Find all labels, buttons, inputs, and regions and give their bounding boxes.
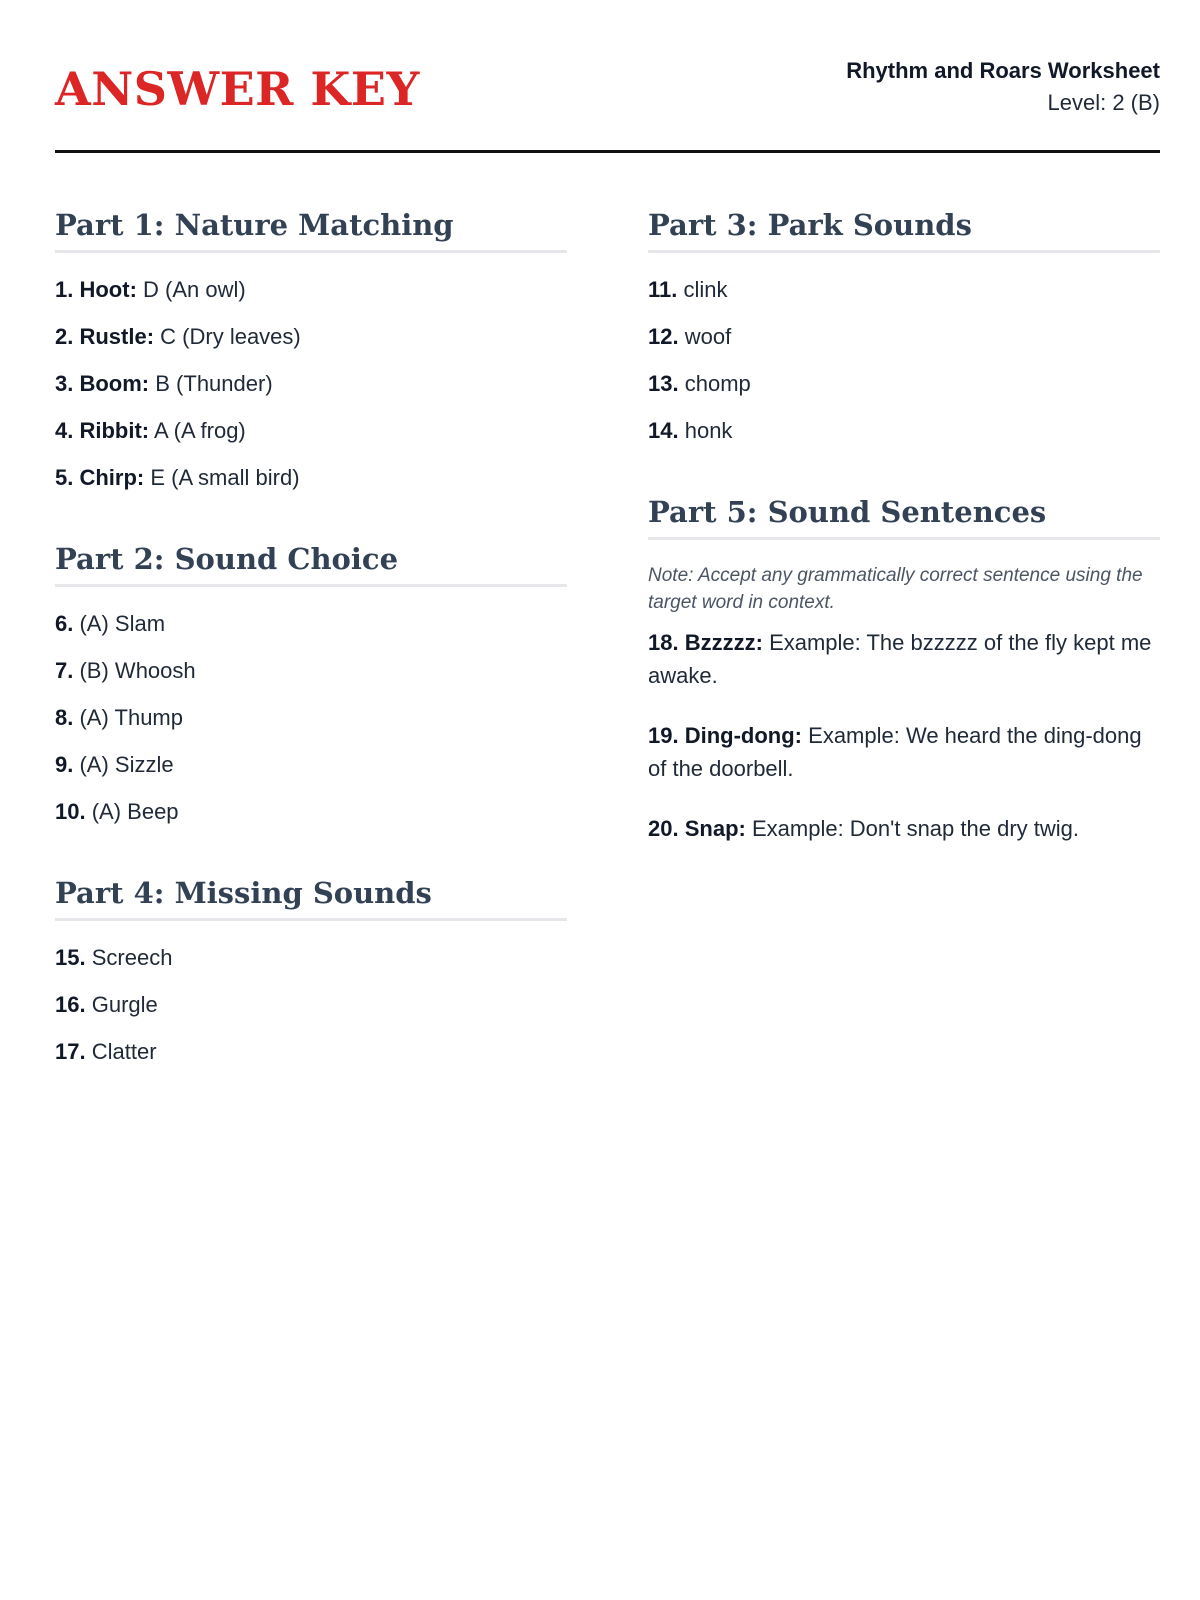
answer-number: 16. <box>55 992 86 1017</box>
answer-number: 20. <box>648 816 679 841</box>
answer-word: Hoot: <box>79 277 137 302</box>
part1-answers <box>55 275 567 493</box>
answer-item <box>55 609 567 639</box>
answer-text: chomp <box>684 371 751 396</box>
answer-word: Bzzzzz: <box>684 630 763 655</box>
part1-title: Part 1: Nature Matching <box>55 206 567 253</box>
part5-section <box>648 493 1160 845</box>
part3-answers <box>648 275 1160 446</box>
answer-number: 12. <box>648 324 679 349</box>
answer-number: 9. <box>55 752 74 777</box>
answer-number: 6. <box>55 611 74 636</box>
answer-word: Rustle: <box>79 324 155 349</box>
answer-word: Chirp: <box>79 465 145 490</box>
answer-item <box>648 275 1160 305</box>
page-header <box>55 0 1160 153</box>
answer-number: 10. <box>55 799 86 824</box>
part5-answers <box>648 626 1160 845</box>
worksheet-title: Rhythm and Roars Worksheet <box>846 58 1160 83</box>
answer-item <box>55 369 567 399</box>
answer-text: (A) Thump <box>79 705 183 730</box>
answer-item <box>55 656 567 686</box>
sentence-item <box>648 719 1160 785</box>
answer-text: woof <box>684 324 732 349</box>
part4-title: Part 4: Missing Sounds <box>55 874 567 921</box>
part5-title: Part 5: Sound Sentences <box>648 493 1160 540</box>
part1-section <box>55 206 567 493</box>
part2-answers <box>55 609 567 827</box>
answer-number: 11. <box>648 277 678 302</box>
answer-number: 1. <box>55 277 74 302</box>
answer-text: D (An owl) <box>143 277 246 302</box>
answer-text: Gurgle <box>91 992 158 1017</box>
answer-item <box>55 797 567 827</box>
answer-item <box>648 322 1160 352</box>
answer-text: Example: Don't snap the dry twig. <box>751 816 1079 841</box>
sentence-item <box>648 626 1160 692</box>
answer-item <box>55 322 567 352</box>
answer-number: 4. <box>55 418 74 443</box>
answer-text: clink <box>683 277 728 302</box>
part2-section <box>55 540 567 827</box>
answer-text: Example: We heard the ding-dong of the doorbell. <box>648 723 1142 781</box>
answer-word: Boom: <box>79 371 150 396</box>
part4-answers <box>55 943 567 1067</box>
answer-item <box>648 369 1160 399</box>
part4-section <box>55 874 567 1067</box>
answer-text: E (A small bird) <box>150 465 300 490</box>
part3-title: Part 3: Park Sounds <box>648 206 1160 253</box>
answer-text: (A) Slam <box>79 611 166 636</box>
answer-number: 5. <box>55 465 74 490</box>
answer-item <box>55 275 567 305</box>
answer-word: Ding-dong: <box>684 723 803 748</box>
left-column <box>55 206 567 1114</box>
answer-text: Screech <box>91 945 173 970</box>
part3-section <box>648 206 1160 446</box>
answer-text: A (A frog) <box>154 418 246 443</box>
answer-number: 3. <box>55 371 74 396</box>
answer-text: B (Thunder) <box>155 371 273 396</box>
worksheet-level: Level: 2 (B) <box>1047 90 1160 115</box>
answer-item <box>55 463 567 493</box>
part2-title: Part 2: Sound Choice <box>55 540 567 587</box>
answer-word: Snap: <box>684 816 746 841</box>
answer-item <box>55 943 567 973</box>
worksheet-meta <box>846 56 1160 120</box>
right-column <box>648 206 1160 892</box>
answer-item <box>648 416 1160 446</box>
answer-number: 18. <box>648 630 679 655</box>
answer-number: 17. <box>55 1039 86 1064</box>
answer-number: 15. <box>55 945 86 970</box>
answer-text: (A) Sizzle <box>79 752 174 777</box>
answer-number: 14. <box>648 418 679 443</box>
answer-item <box>55 703 567 733</box>
answer-item <box>55 416 567 446</box>
grading-note: Note: Accept any grammatically correct sentence using the target word in context. <box>648 565 1143 613</box>
answer-word: Ribbit: <box>79 418 150 443</box>
answer-text: honk <box>684 418 733 443</box>
answer-item <box>55 990 567 1020</box>
sentence-item <box>648 812 1160 845</box>
answer-text: C (Dry leaves) <box>160 324 301 349</box>
answer-text: Clatter <box>91 1039 157 1064</box>
answer-item <box>55 1037 567 1067</box>
answer-text: (B) Whoosh <box>79 658 196 683</box>
page-title: ANSWER KEY <box>55 62 420 116</box>
answer-number: 13. <box>648 371 679 396</box>
answer-text: (A) Beep <box>91 799 179 824</box>
answer-number: 2. <box>55 324 74 349</box>
answer-key-page <box>55 0 1160 1064</box>
answer-text: Example: The bzzzzz of the fly kept me awake. <box>648 630 1152 688</box>
answer-number: 7. <box>55 658 74 683</box>
answer-item <box>55 750 567 780</box>
answer-number: 19. <box>648 723 679 748</box>
answer-number: 8. <box>55 705 74 730</box>
